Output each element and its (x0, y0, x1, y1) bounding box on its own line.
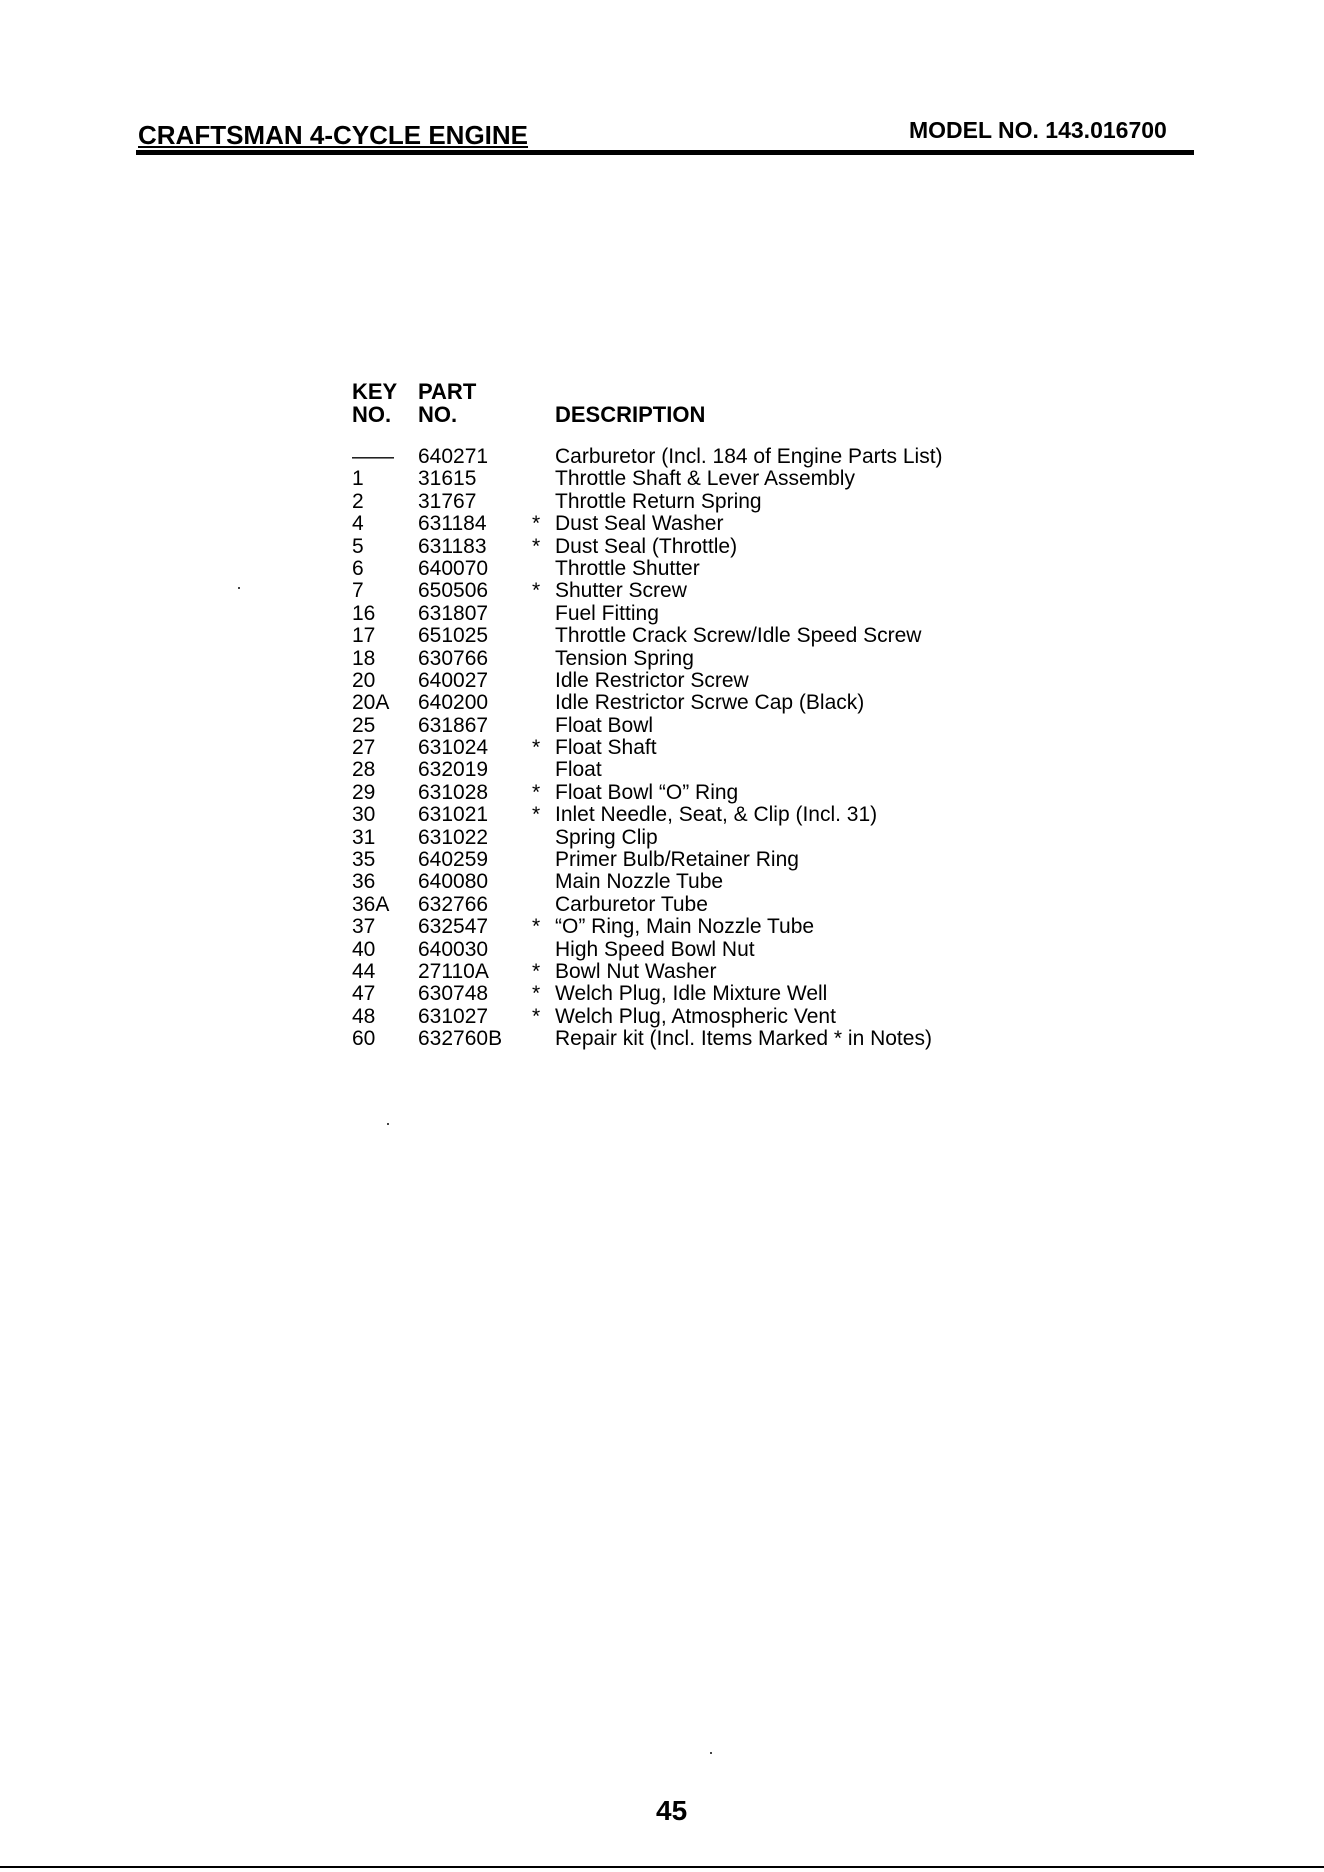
part-number: 631183 (418, 534, 487, 558)
part-number: 631027 (418, 1004, 489, 1028)
part-number: 632766 (418, 892, 489, 916)
part-number: 632547 (418, 915, 489, 939)
key-number: 44 (352, 959, 376, 983)
part-description: Dust Seal (Throttle) (555, 534, 738, 558)
part-description: Primer Bulb/Retainer Ring (555, 848, 799, 872)
part-description: Carburetor (Incl. 184 of Engine Parts List) (555, 445, 943, 468)
key-number: 7 (352, 579, 364, 603)
part-number: 640080 (418, 870, 489, 894)
model-number: MODEL NO. 143.016700 (909, 117, 1167, 143)
part-number: 632019 (418, 758, 489, 782)
part-number: 631021 (418, 803, 489, 827)
part-description: High Speed Bowl Nut (555, 937, 755, 961)
key-column-header (352, 380, 397, 426)
part-number: 640259 (418, 848, 489, 872)
part-description: Float (555, 758, 602, 782)
kit-marker: * (532, 915, 541, 939)
key-number: 2 (352, 489, 364, 513)
part-description: Tension Spring (555, 646, 694, 670)
part-description: Welch Plug, Idle Mixture Well (555, 982, 828, 1006)
part-description: “O” Ring, Main Nozzle Tube (555, 915, 815, 939)
key-number: 30 (352, 803, 376, 827)
part-description: Throttle Crack Screw/Idle Speed Screw (555, 624, 922, 648)
part-description: Throttle Return Spring (555, 489, 762, 513)
kit-marker: * (532, 803, 541, 827)
part-number: 630748 (418, 982, 489, 1006)
part-description: Float Bowl “O” Ring (555, 780, 739, 804)
key-number: 47 (352, 982, 376, 1006)
part-number: 631807 (418, 601, 489, 625)
key-number: 5 (352, 534, 364, 558)
key-number: 35 (352, 848, 376, 872)
part-number: 651025 (418, 624, 489, 648)
key-number: 6 (352, 556, 364, 580)
part-description: Shutter Screw (555, 579, 687, 603)
part-number: 640271 (418, 445, 489, 468)
part-number: 632760B (418, 1027, 503, 1051)
part-number: 631022 (418, 825, 489, 849)
part-description: Idle Restrictor Scrwe Cap (Black) (555, 691, 865, 715)
key-header-line-2: NO. (352, 402, 392, 427)
key-number: 36A (352, 892, 390, 916)
key-number: 60 (352, 1027, 376, 1051)
key-number: 20 (352, 668, 376, 692)
kit-marker: * (532, 534, 541, 558)
description-column-header: DESCRIPTION (555, 402, 706, 427)
part-description: Bowl Nut Washer (555, 959, 717, 983)
key-number: 20A (352, 691, 390, 715)
part-number: 640027 (418, 668, 489, 692)
kit-marker: * (532, 1004, 541, 1028)
part-description: Spring Clip (555, 825, 658, 849)
part-description: Welch Plug, Atmospheric Vent (555, 1004, 836, 1028)
kit-marker: * (532, 512, 541, 536)
key-number: 17 (352, 624, 376, 648)
kit-marker: * (532, 982, 541, 1006)
key-number: 48 (352, 1004, 376, 1028)
key-number: 29 (352, 780, 376, 804)
part-number: 640070 (418, 556, 489, 580)
part-description: Float Bowl (555, 713, 654, 737)
part-header-line-2: NO. (418, 402, 458, 427)
kit-marker: * (532, 579, 541, 603)
key-number: 28 (352, 758, 376, 782)
part-description: Repair kit (Incl. Items Marked * in Notes) (555, 1027, 932, 1051)
part-description: Main Nozzle Tube (555, 870, 724, 894)
header-divider (136, 150, 1194, 155)
scan-speck (238, 587, 240, 589)
part-description: Float Shaft (555, 736, 657, 760)
key-number: 36 (352, 870, 376, 894)
part-description: Throttle Shutter (555, 556, 700, 580)
part-description: Dust Seal Washer (555, 512, 724, 536)
key-number: 16 (352, 601, 376, 625)
part-number: 650506 (418, 579, 489, 603)
part-column-header (418, 380, 476, 426)
scan-speck (710, 1752, 712, 1754)
part-number: 31615 (418, 467, 477, 491)
key-number: 1 (352, 467, 364, 491)
kit-marker: * (532, 736, 541, 760)
part-number: 631867 (418, 713, 489, 737)
scan-speck (387, 1123, 389, 1125)
page-number: 45 (656, 1795, 688, 1826)
part-number: 27110A (418, 959, 489, 983)
key-number: 4 (352, 512, 364, 536)
key-number: 18 (352, 646, 376, 670)
kit-marker: * (532, 959, 541, 983)
part-number: 640200 (418, 691, 489, 715)
key-number: 31 (352, 825, 376, 849)
part-description: Inlet Needle, Seat, & Clip (Incl. 31) (555, 803, 878, 827)
part-header-line-1: PART (418, 379, 477, 404)
bottom-edge-line (0, 1866, 1324, 1868)
part-number: 31767 (418, 489, 477, 513)
key-header-line-1: KEY (352, 379, 398, 404)
key-number: 27 (352, 736, 376, 760)
part-number: 631184 (418, 512, 487, 536)
part-description: Carburetor Tube (555, 892, 708, 916)
key-number: 37 (352, 915, 376, 939)
part-number: 640030 (418, 937, 489, 961)
part-description: Fuel Fitting (555, 601, 659, 625)
part-number: 631028 (418, 780, 489, 804)
key-number: 40 (352, 937, 376, 961)
key-number: —— (352, 445, 394, 468)
document-title: CRAFTSMAN 4-CYCLE ENGINE (138, 120, 529, 150)
key-number: 25 (352, 713, 376, 737)
part-number: 631024 (418, 736, 489, 760)
part-description: Throttle Shaft & Lever Assembly (555, 467, 855, 491)
part-description: Idle Restrictor Screw (555, 668, 749, 692)
kit-marker: * (532, 780, 541, 804)
part-number: 630766 (418, 646, 489, 670)
